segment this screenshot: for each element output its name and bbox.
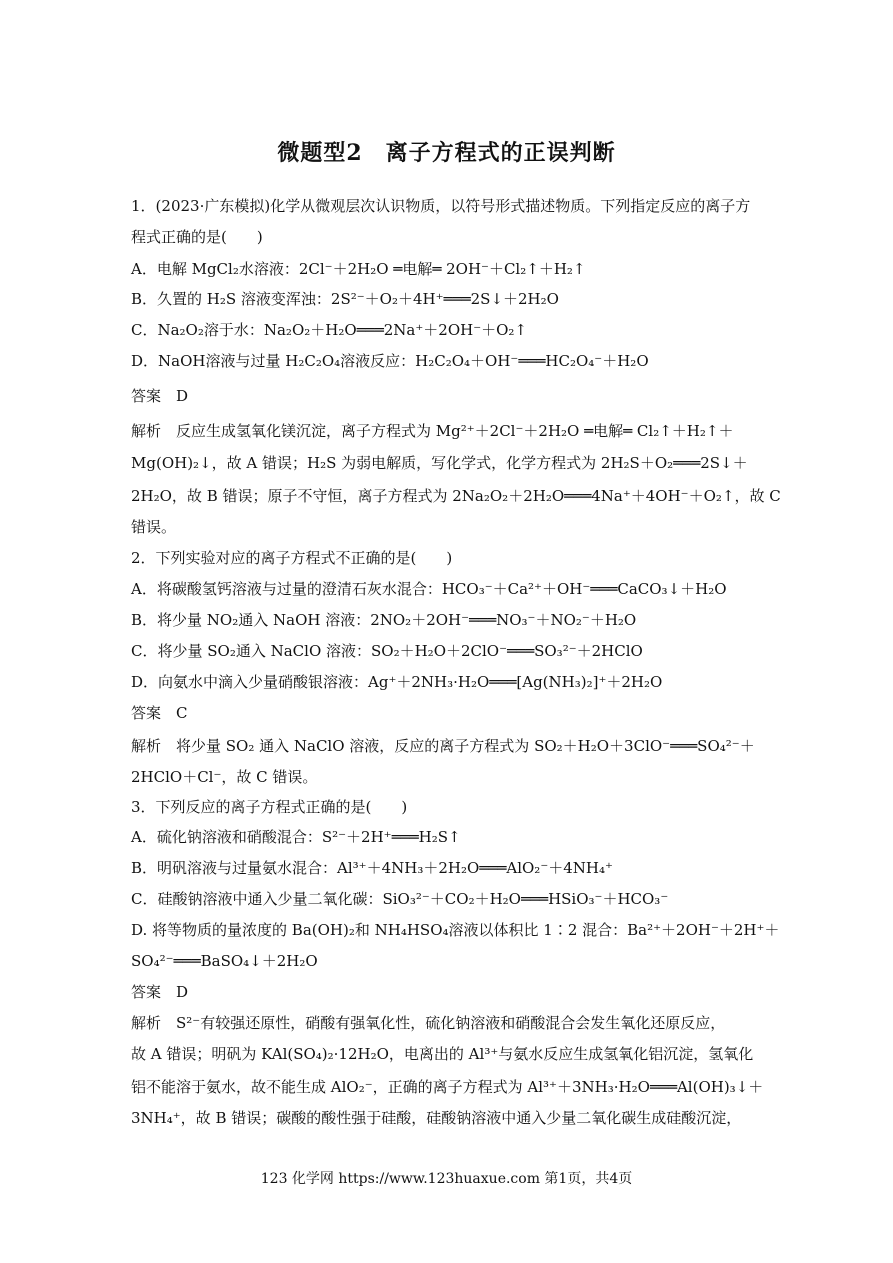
text-line: B．久置的 H₂S 溶液变浑浊：2S²⁻＋O₂＋4H⁺═══2S↓＋2H₂O bbox=[131, 290, 559, 308]
text-line: A．电解 MgCl₂水溶液：2Cl⁻＋2H₂O ═电解═ 2OH⁻＋Cl₂↑＋H₂↑ bbox=[131, 260, 586, 278]
text-line: 3NH₄⁺，故 B 错误；碳酸的酸性强于硅酸，硅酸钠溶液中通入少量二氧化碳生成硅酸沉淀， bbox=[131, 1109, 742, 1127]
text-line: A．硫化钠溶液和硝酸混合：S²⁻＋2H⁺═══H₂S↑ bbox=[131, 828, 461, 846]
text-line: 2．下列实验对应的离子方程式不正确的是( ) bbox=[131, 549, 453, 567]
text-line: 2H₂O，故 B 错误；原子不守恒，离子方程式为 2Na₂O₂＋2H₂O═══4Na⁺＋4OH⁻＋O₂↑，故 C bbox=[131, 487, 781, 505]
text-line: 铝不能溶于氨水，故不能生成 AlO₂⁻，正确的离子方程式为 Al³⁺＋3NH₃·H₂O═══Al(OH)₃↓＋ bbox=[131, 1078, 764, 1096]
text-line: 2HClO＋Cl⁻，故 C 错误。 bbox=[131, 768, 318, 786]
text-line: 答案 C bbox=[131, 704, 188, 722]
text-line: B．将少量 NO₂通入 NaOH 溶液：2NO₂＋2OH⁻═══NO₃⁻＋NO₂⁻＋H₂O bbox=[131, 611, 637, 629]
text-line: 答案 D bbox=[131, 387, 189, 405]
text-line: 故 A 错误；明矾为 KAl(SO₄)₂·12H₂O，电离出的 Al³⁺与氨水反应生成氢氧化铝沉淀，氢氧化 bbox=[131, 1045, 754, 1063]
text-line: 解析 S²⁻有较强还原性，硝酸有强氧化性，硫化钠溶液和硝酸混合会发生氧化还原反应， bbox=[131, 1014, 726, 1032]
page-footer: 123 化学网 https://www.123huaxue.com 第1页，共4页 bbox=[260, 1171, 633, 1187]
text-line: Mg(OH)₂↓，故 A 错误；H₂S 为弱电解质，写化学式，化学方程式为 2H₂S＋O₂═══2S↓＋ bbox=[131, 454, 748, 472]
text-line: C．硅酸钠溶液中通入少量二氧化碳：SiO₃²⁻＋CO₂＋H₂O═══HSiO₃⁻＋HCO₃⁻ bbox=[131, 890, 669, 908]
page-title: 微题型2 离子方程式的正误判断 bbox=[277, 140, 616, 166]
text-line: 3．下列反应的离子方程式正确的是( ) bbox=[131, 798, 408, 816]
text-line: C．将少量 SO₂通入 NaClO 溶液：SO₂＋H₂O＋2ClO⁻═══SO₃²⁻＋2HClO bbox=[131, 642, 643, 660]
text-line: 答案 D bbox=[131, 983, 189, 1001]
text-line: 程式正确的是( ) bbox=[131, 228, 263, 246]
text-line: SO₄²⁻═══BaSO₄↓＋2H₂O bbox=[131, 952, 318, 970]
text-line: D. 将等物质的量浓度的 Ba(OH)₂和 NH₄HSO₄溶液以体积比 1∶2 混合：Ba²⁺＋2OH⁻＋2H⁺＋ bbox=[131, 921, 780, 939]
text-line: A．将碳酸氢钙溶液与过量的澄清石灰水混合：HCO₃⁻＋Ca²⁺＋OH⁻═══CaCO₃↓＋H₂O bbox=[131, 580, 727, 598]
text-line: D．NaOH溶液与过量 H₂C₂O₄溶液反应：H₂C₂O₄＋OH⁻═══HC₂O₄⁻＋H₂O bbox=[131, 352, 649, 370]
text-line: D．向氨水中滴入少量硝酸银溶液：Ag⁺＋2NH₃·H₂O═══[Ag(NH₃)₂]⁺＋2H₂O bbox=[131, 673, 663, 691]
text-line: 错误。 bbox=[131, 518, 177, 536]
text-line: C．Na₂O₂溶于水：Na₂O₂＋H₂O═══2Na⁺＋2OH⁻＋O₂↑ bbox=[131, 321, 527, 339]
text-line: 1．(2023·广东模拟)化学从微观层次认识物质，以符号形式描述物质。下列指定反应的离子方 bbox=[131, 197, 751, 215]
text-line: 解析 反应生成氢氧化镁沉淀，离子方程式为 Mg²⁺＋2Cl⁻＋2H₂O ═电解═ Cl₂↑＋H₂↑＋ bbox=[131, 422, 734, 440]
text-line: B．明矾溶液与过量氨水混合：Al³⁺＋4NH₃＋2H₂O═══AlO₂⁻＋4NH₄⁺ bbox=[131, 859, 613, 877]
text-line: 解析 将少量 SO₂ 通入 NaClO 溶液，反应的离子方程式为 SO₂＋H₂O＋3ClO⁻═══SO₄²⁻＋ bbox=[131, 737, 755, 755]
